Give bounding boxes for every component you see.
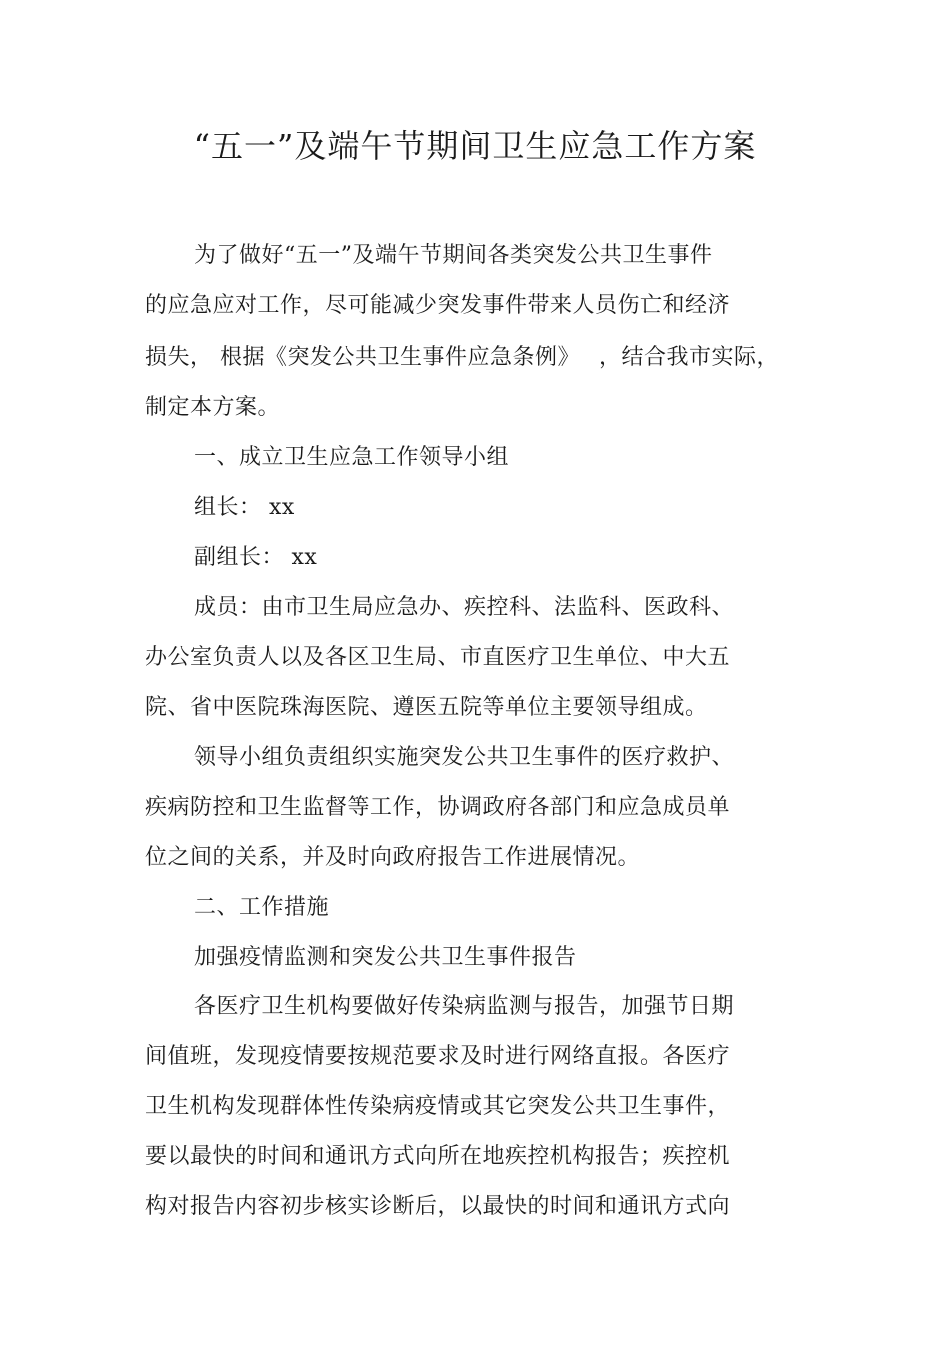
paragraph-line: 各医疗卫生机构要做好传染病监测与报告，加强节日期 [194,994,735,1019]
paragraph-line: 为了做好“五一”及端午节期间各类突发公共卫生事件 [194,243,713,268]
subsection-heading: 加强疫情监测和突发公共卫生事件报告 [194,945,577,970]
paragraph-line: 位之间的关系，并及时向政府报告工作进展情况。 [145,845,641,870]
paragraph-line: 组长： xx [194,495,295,520]
paragraph-line: 疾病防控和卫生监督等工作，协调政府各部门和应急成员单 [145,795,731,820]
paragraph-line: 损失， 根据《突发公共卫生事件应急条例》 ，结合我市实际， [145,345,779,370]
paragraph-line: 的应急应对工作，尽可能减少突发事件带来人员伤亡和经济 [145,293,731,318]
paragraph-line: 构对报告内容初步核实诊断后，以最快的时间和通讯方式向 [145,1194,731,1219]
paragraph-line: 领导小组负责组织实施突发公共卫生事件的医疗救护、 [194,745,735,770]
section-heading: 二、工作措施 [194,895,330,920]
section-heading: 一、成立卫生应急工作领导小组 [194,445,510,470]
document-title: “五一”及端午节期间卫生应急工作方案 [193,127,757,165]
paragraph-line: 间值班，发现疫情要按规范要求及时进行网络直报。各医疗 [145,1044,731,1069]
paragraph-line: 卫生机构发现群体性传染病疫情或其它突发公共卫生事件， [145,1094,731,1119]
paragraph-line: 要以最快的时间和通讯方式向所在地疾控机构报告；疾控机 [145,1144,731,1169]
paragraph-line: 副组长： xx [194,545,318,570]
paragraph-line: 制定本方案。 [145,395,281,420]
paragraph-line: 办公室负责人以及各区卫生局、市直医疗卫生单位、中大五 [145,645,731,670]
paragraph-line: 院、省中医院珠海医院、遵医五院等单位主要领导组成。 [145,695,708,720]
paragraph-line: 成员：由市卫生局应急办、疾控科、法监科、医政科、 [194,595,735,620]
